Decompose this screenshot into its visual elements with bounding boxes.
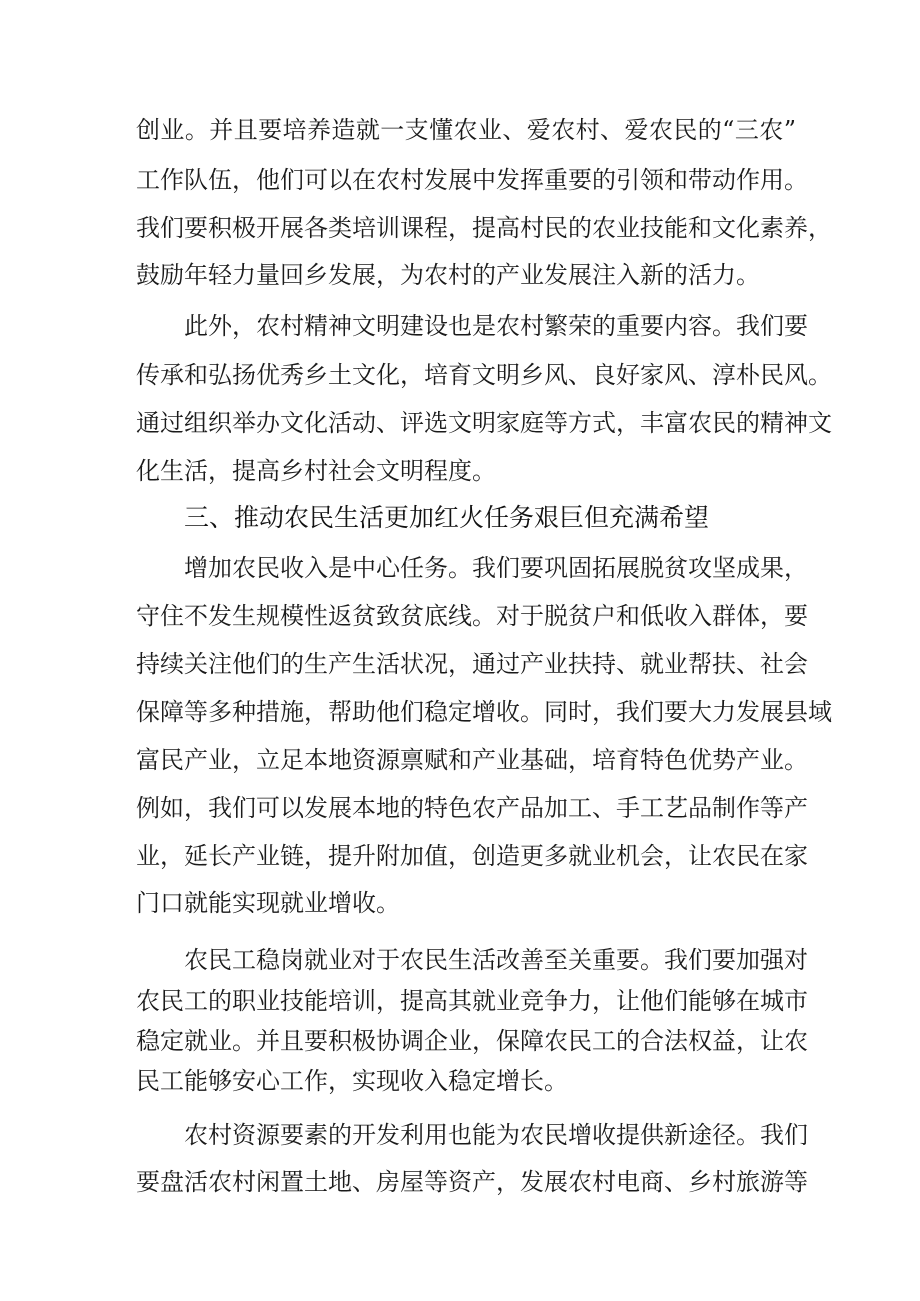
paragraph-1-line-3: 我们要积极开展各类培训课程，提高村民的农业技能和文化素养， xyxy=(136,214,832,242)
paragraph-3-line-1: 增加农民收入是中心任务。我们要巩固拓展脱贫攻坚成果， xyxy=(184,554,808,582)
paragraph-1-line-1: 创业。并且要培养造就一支懂农业、爱农村、爱农民的“三农” xyxy=(136,116,796,144)
paragraph-3-line-5: 富民产业，立足本地资源禀赋和产业基础，培育特色优势产业。 xyxy=(136,746,808,774)
paragraph-2-line-3: 通过组织举办文化活动、评选文明家庭等方式，丰富农民的精神文 xyxy=(136,409,832,437)
paragraph-4-line-4: 民工能够安心工作，实现收入稳定增长。 xyxy=(136,1067,568,1095)
paragraph-2-line-2: 传承和弘扬优秀乡土文化，培育文明乡风、良好家风、淳朴民风。 xyxy=(136,361,832,389)
paragraph-3-line-6: 例如，我们可以发展本地的特色农产品加工、手工艺品制作等产 xyxy=(136,794,808,822)
paragraph-3-line-4: 保障等多种措施，帮助他们稳定增收。同时，我们要大力发展县域 xyxy=(136,698,832,726)
paragraph-4-line-2: 农民工的职业技能培训，提高其就业竞争力，让他们能够在城市 xyxy=(136,987,808,1015)
paragraph-2-line-4: 化生活，提高乡村社会文明程度。 xyxy=(136,457,496,485)
paragraph-4-line-1: 农民工稳岗就业对于农民生活改善至关重要。我们要加强对 xyxy=(184,946,808,974)
paragraph-1-line-2: 工作队伍，他们可以在农村发展中发挥重要的引领和带动作用。 xyxy=(136,166,808,194)
paragraph-3-line-8: 门口就能实现就业增收。 xyxy=(136,889,400,917)
paragraph-1-line-4: 鼓励年轻力量回乡发展，为农村的产业发展注入新的活力。 xyxy=(136,261,760,289)
paragraph-3-line-3: 持续关注他们的生产生活状况，通过产业扶持、就业帮扶、社会 xyxy=(136,650,808,678)
section-heading: 三、推动农民生活更加红火任务艰巨但充满希望 xyxy=(184,503,710,532)
paragraph-2-line-1: 此外，农村精神文明建设也是农村繁荣的重要内容。我们要 xyxy=(184,312,808,340)
paragraph-4-line-3: 稳定就业。并且要积极协调企业，保障农民工的合法权益，让农 xyxy=(136,1027,808,1055)
paragraph-5-line-1: 农村资源要素的开发利用也能为农民增收提供新途径。我们 xyxy=(184,1121,808,1149)
paragraph-3-line-2: 守住不发生规模性返贫致贫底线。对于脱贫户和低收入群体，要 xyxy=(136,602,808,630)
paragraph-3-line-7: 业，延长产业链，提升附加值，创造更多就业机会，让农民在家 xyxy=(136,842,808,870)
paragraph-5-line-2: 要盘活农村闲置土地、房屋等资产，发展农村电商、乡村旅游等 xyxy=(136,1168,808,1196)
